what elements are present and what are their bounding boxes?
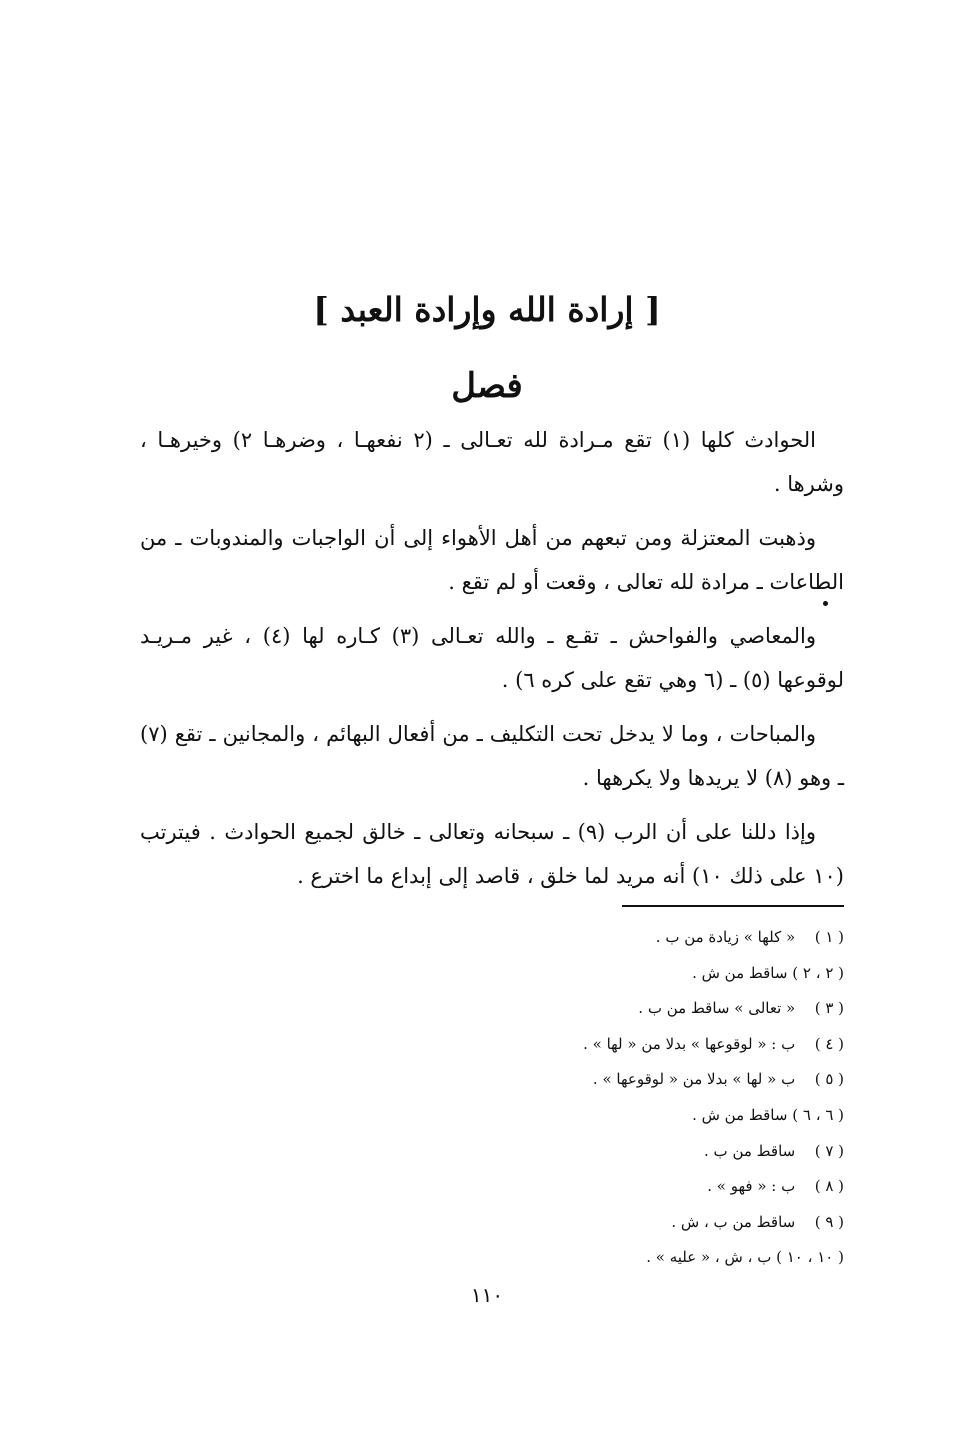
paragraph: الحوادث كلها (١) تقع مـرادة لله تعـالى ـ (٢ نفعهـا ، وضرهـا ٢) وخيرهـا ، وشرها . — [140, 428, 844, 496]
footnote-number: ( ٨ ) — [814, 1177, 844, 1196]
footnote — [300, 1098, 844, 1134]
footnote — [300, 991, 844, 1027]
footnote-number: ( ٥ ) — [814, 1070, 844, 1089]
footnote-text: ب « لها » بدلا من « لوقوعها » . — [592, 1070, 796, 1089]
footnote-text: « كلها » زيادة من ب . — [655, 928, 796, 946]
body-text — [140, 418, 844, 908]
footnote-text: « تعالى » ساقط من ب . — [638, 999, 796, 1018]
section-title: فصل — [451, 366, 523, 406]
footnote-text: ب ، ش ، « عليه » . — [646, 1248, 772, 1267]
chapter-title: [ إرادة الله وإرادة العبد ] — [313, 290, 661, 329]
footnote-number: ( ٣ ) — [814, 999, 844, 1018]
footnote-number: ( ١ ) — [814, 928, 844, 946]
footnote-text: ب : « فهو » . — [707, 1177, 796, 1196]
footnote — [300, 1205, 844, 1241]
paragraph: والمعاصي والفواحش ـ تقـع ـ والله تعـالى (٣) كـاره لها (٤) ، غير مـريـد لوقوعها (٥) ـ (٦ وهي تقع على كره ٦) . — [140, 624, 844, 692]
paragraph: والمباحات ، وما لا يدخل تحت التكليف ـ من أفعال البهائم ، والمجانين ـ تقع (٧) ـ وهو (٨) لا يريدها ولا يكرهها . — [140, 722, 844, 790]
footnote-text: ساقط من ش . — [692, 1105, 788, 1124]
footnote-number: ( ٩ ) — [814, 1212, 844, 1231]
footnote — [300, 956, 844, 992]
footnote-text: ب : « لوقوعها » بدلا من « لها » . — [583, 1034, 796, 1053]
footnote-number: ( ٢ ، ٢ ) — [792, 963, 844, 982]
footnote-number: ( ٦ ، ٦ ) — [792, 1105, 844, 1124]
footnote — [300, 1240, 844, 1276]
paragraph: وإذا دللنا على أن الرب (٩) ـ سبحانه وتعالى ـ خالق لجميع الحوادث . فيترتب (١٠ على ذلك ١٠) أنه مريد لما خلق ، قاصد إلى إبداع ما اخترع . — [140, 820, 844, 888]
footnote — [300, 1062, 844, 1098]
footnote — [300, 920, 844, 956]
footnote-text: ساقط من ب ، ش . — [671, 1212, 796, 1231]
page-number: ١١٠ — [470, 1283, 504, 1307]
paragraph: وذهبت المعتزلة ومن تبعهم من أهل الأهواء إلى أن الواجبات والمندوبات ـ من الطاعات ـ مرادة لله تعالى ، وقعت أو لم تقع . — [140, 526, 844, 594]
footnote-divider — [622, 905, 844, 907]
footnote — [300, 1169, 844, 1205]
footnotes — [300, 920, 844, 1276]
footnote — [300, 1027, 844, 1063]
footnote-number: ( ١٠ ، ١٠ ) — [776, 1248, 844, 1267]
footnote-number: ( ٧ ) — [814, 1141, 844, 1160]
footnote — [300, 1134, 844, 1170]
footnote-number: ( ٤ ) — [814, 1034, 844, 1053]
footnote-text: ساقط من ش . — [692, 963, 788, 982]
footnote-text: ساقط من ب . — [704, 1141, 796, 1160]
